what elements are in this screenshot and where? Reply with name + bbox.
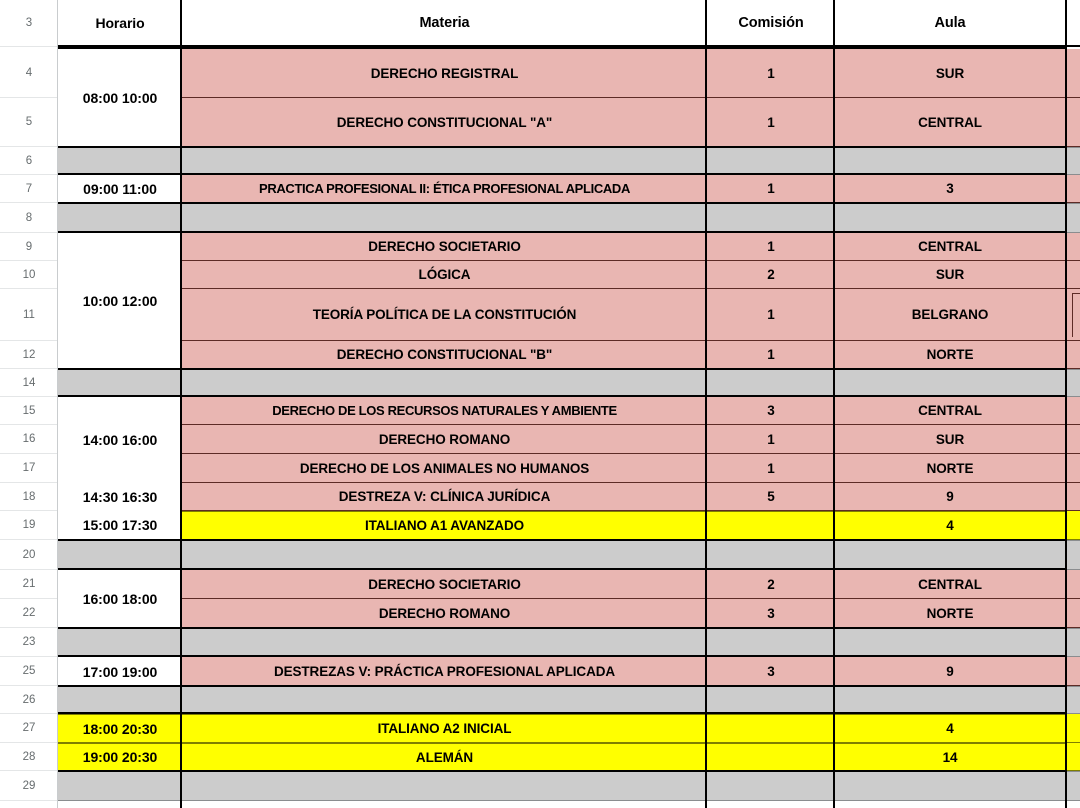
row-number-18[interactable]: 18 [0, 483, 58, 511]
spacer-cell-comision-row-8[interactable] [707, 203, 835, 233]
row-number-6[interactable]: 6 [0, 147, 58, 175]
hline-block-top-15 [58, 395, 1067, 397]
row-number-7[interactable]: 7 [0, 175, 58, 203]
cell-materia-row-12[interactable]: DERECHO CONSTITUCIONAL "B" [182, 341, 707, 369]
cell-aula-row-22[interactable]: NORTE [835, 599, 1065, 628]
row-number-23[interactable]: 23 [0, 628, 58, 657]
cell-aula-row-28[interactable]: 14 [835, 743, 1065, 771]
spacer-cell-horario-row-29[interactable] [58, 771, 182, 801]
row-number-16[interactable]: 16 [0, 425, 58, 454]
spacer-cell-comision-row-23[interactable] [707, 628, 835, 657]
hline-block-top-21 [58, 568, 1067, 570]
overflow-column-sliver-row-27[interactable] [1067, 714, 1080, 743]
cell-horario-row-19[interactable]: 15:00 17:30 [58, 511, 182, 540]
spacer-cell-aula-row-29[interactable] [835, 771, 1065, 801]
spacer-cell-materia-row-20[interactable] [182, 540, 707, 570]
cell-materia-row-22[interactable]: DERECHO ROMANO [182, 599, 707, 628]
cell-materia-row-27[interactable]: ITALIANO A2 INICIAL [182, 714, 707, 743]
spacer-cell-materia-row-23[interactable] [182, 628, 707, 657]
overflow-column-sliver-row-21[interactable] [1067, 570, 1080, 599]
overflow-column-sliver-row-14[interactable] [1067, 369, 1080, 397]
row-number-11[interactable]: 11 [0, 289, 58, 341]
overflow-column-sliver-row-9[interactable] [1067, 233, 1080, 261]
hline-block-top-27 [58, 712, 1067, 714]
cell-horario-row-7[interactable]: 09:00 11:00 [58, 175, 182, 203]
overflow-column-sliver-row-7[interactable] [1067, 175, 1080, 203]
cell-aula-row-12[interactable]: NORTE [835, 341, 1065, 369]
cell-aula-row-7[interactable]: 3 [835, 175, 1065, 203]
overflow-column-sliver-row-8[interactable] [1067, 203, 1080, 233]
cell-aula-row-10[interactable]: SUR [835, 261, 1065, 289]
cell-materia-row-4[interactable]: DERECHO REGISTRAL [182, 49, 707, 98]
cell-aula-row-18[interactable]: 9 [835, 483, 1065, 511]
hline-block-top-9 [58, 231, 1067, 233]
cell-comision-row-12[interactable]: 1 [707, 341, 835, 369]
spacer-cell-horario-row-6[interactable] [58, 147, 182, 175]
hline-block-bottom-5 [58, 146, 1067, 148]
hline-block-top-25 [58, 655, 1067, 657]
row-number-26[interactable]: 26 [0, 686, 58, 714]
cell-materia-row-18[interactable]: DESTREZA V: CLÍNICA JURÍDICA [182, 483, 707, 511]
overflow-column-sliver-row-10[interactable] [1067, 261, 1080, 289]
partial-cell-right-edge[interactable] [1072, 293, 1080, 337]
cell-materia-row-11[interactable]: TEORÍA POLÍTICA DE LA CONSTITUCIÓN [182, 289, 707, 341]
spacer-cell-materia-row-26[interactable] [182, 686, 707, 714]
cell-aula-row-11[interactable]: BELGRANO [835, 289, 1065, 341]
hline-block-bottom-22 [58, 627, 1067, 629]
hline-block-bottom-19 [58, 539, 1067, 541]
overflow-column-sliver-row-12[interactable] [1067, 341, 1080, 369]
cell-aula-row-5[interactable]: CENTRAL [835, 98, 1065, 147]
spacer-cell-materia-row-6[interactable] [182, 147, 707, 175]
cell-aula-row-17[interactable]: NORTE [835, 454, 1065, 483]
spacer-cell-aula-row-8[interactable] [835, 203, 1065, 233]
row-number-4[interactable]: 4 [0, 49, 58, 98]
cell-horario-row-18[interactable]: 14:30 16:30 [58, 483, 182, 511]
cell-horario-row-28[interactable]: 19:00 20:30 [58, 743, 182, 771]
spacer-cell-comision-row-6[interactable] [707, 147, 835, 175]
cell-horario-row-21[interactable]: 16:00 18:00 [58, 570, 182, 628]
cell-aula-row-27[interactable]: 4 [835, 714, 1065, 743]
spacer-cell-aula-row-6[interactable] [835, 147, 1065, 175]
cell-aula-row-25[interactable]: 9 [835, 657, 1065, 686]
spacer-cell-aula-row-14[interactable] [835, 369, 1065, 397]
spacer-cell-horario-row-20[interactable] [58, 540, 182, 570]
cell-aula-row-9[interactable]: CENTRAL [835, 233, 1065, 261]
cell-comision-row-28[interactable] [707, 743, 835, 771]
row-number-27[interactable]: 27 [0, 714, 58, 743]
overflow-column-sliver-row-29[interactable] [1067, 771, 1080, 801]
row-number-14[interactable]: 14 [0, 369, 58, 397]
overflow-column-sliver-row-17[interactable] [1067, 454, 1080, 483]
spacer-cell-horario-row-14[interactable] [58, 369, 182, 397]
cell-aula-row-16[interactable]: SUR [835, 425, 1065, 454]
cell-comision-row-7[interactable]: 1 [707, 175, 835, 203]
hline-block-top-4 [58, 47, 1067, 49]
row-number-29[interactable]: 29 [0, 771, 58, 801]
spacer-cell-comision-row-29[interactable] [707, 771, 835, 801]
cell-materia-row-15[interactable]: DERECHO DE LOS RECURSOS NATURALES Y AMBIENTE [182, 397, 707, 425]
overflow-column-sliver-row-26[interactable] [1067, 686, 1080, 714]
spacer-cell-aula-row-20[interactable] [835, 540, 1065, 570]
cell-materia-row-10[interactable]: LÓGICA [182, 261, 707, 289]
hline-block-top-7 [58, 173, 1067, 175]
cell-aula-row-19[interactable]: 4 [835, 511, 1065, 540]
overflow-column-sliver-row-5[interactable] [1067, 98, 1080, 147]
row-number-3[interactable]: 3 [0, 0, 58, 47]
overflow-column-sliver-row-20[interactable] [1067, 540, 1080, 570]
row-number-17[interactable]: 17 [0, 454, 58, 483]
spacer-cell-aula-row-26[interactable] [835, 686, 1065, 714]
overflow-column-sliver-row-3[interactable] [1067, 0, 1080, 47]
row-number-20[interactable]: 20 [0, 540, 58, 570]
row-number-25[interactable]: 25 [0, 657, 58, 686]
overflow-column-sliver-row-18[interactable] [1067, 483, 1080, 511]
overflow-column-sliver-row-19[interactable] [1067, 511, 1080, 540]
row-number-21[interactable]: 21 [0, 570, 58, 599]
row-number-9[interactable]: 9 [0, 233, 58, 261]
cell-comision-row-17[interactable]: 1 [707, 454, 835, 483]
overflow-column-sliver-row-4[interactable] [1067, 49, 1080, 98]
spacer-cell-aula-row-23[interactable] [835, 628, 1065, 657]
cell-horario-row-25[interactable]: 17:00 19:00 [58, 657, 182, 686]
hline-block-bottom-28 [58, 770, 1067, 772]
overflow-column-sliver-row-28[interactable] [1067, 743, 1080, 771]
row-number-5[interactable]: 5 [0, 98, 58, 147]
overflow-column-sliver-row-16[interactable] [1067, 425, 1080, 454]
cell-horario-row-4[interactable]: 08:00 10:00 [58, 49, 182, 147]
row-number-22[interactable]: 22 [0, 599, 58, 628]
cell-aula-row-15[interactable]: CENTRAL [835, 397, 1065, 425]
overflow-column-sliver-row-25[interactable] [1067, 657, 1080, 686]
hline-block-bottom-12 [58, 368, 1067, 370]
cell-materia-row-28[interactable]: ALEMÁN [182, 743, 707, 771]
cell-horario-row-15[interactable]: 14:00 16:00 [58, 397, 182, 483]
cell-comision-row-25[interactable]: 3 [707, 657, 835, 686]
column-header-aula[interactable]: Aula [835, 0, 1065, 47]
overflow-column-sliver-row-6[interactable] [1067, 147, 1080, 175]
spacer-cell-materia-row-29[interactable] [182, 771, 707, 801]
spacer-cell-horario-row-8[interactable] [58, 203, 182, 233]
cell-comision-row-4[interactable]: 1 [707, 49, 835, 98]
row-number-19[interactable]: 19 [0, 511, 58, 540]
cell-horario-row-27[interactable]: 18:00 20:30 [58, 714, 182, 743]
spacer-cell-horario-row-26[interactable] [58, 686, 182, 714]
spacer-cell-materia-row-14[interactable] [182, 369, 707, 397]
column-header-materia[interactable]: Materia [182, 0, 707, 47]
cell-comision-row-10[interactable]: 2 [707, 261, 835, 289]
cell-comision-row-18[interactable]: 5 [707, 483, 835, 511]
row-number-12[interactable]: 12 [0, 341, 58, 369]
cell-materia-row-5[interactable]: DERECHO CONSTITUCIONAL "A" [182, 98, 707, 147]
cell-materia-row-17[interactable]: DERECHO DE LOS ANIMALES NO HUMANOS [182, 454, 707, 483]
overflow-column-sliver-row-15[interactable] [1067, 397, 1080, 425]
cell-comision-row-27[interactable] [707, 714, 835, 743]
cell-comision-row-9[interactable]: 1 [707, 233, 835, 261]
cell-comision-row-21[interactable]: 2 [707, 570, 835, 599]
cell-aula-row-4[interactable]: SUR [835, 49, 1065, 98]
row-number-8[interactable]: 8 [0, 203, 58, 233]
hline-block-bottom-7 [58, 202, 1067, 204]
cell-comision-row-15[interactable]: 3 [707, 397, 835, 425]
cell-horario-row-9[interactable]: 10:00 12:00 [58, 233, 182, 369]
row-number-28[interactable]: 28 [0, 743, 58, 771]
column-header-horario[interactable]: Horario [58, 0, 182, 47]
cell-aula-row-21[interactable]: CENTRAL [835, 570, 1065, 599]
row-number-15[interactable]: 15 [0, 397, 58, 425]
spacer-cell-comision-row-20[interactable] [707, 540, 835, 570]
cell-materia-row-9[interactable]: DERECHO SOCIETARIO [182, 233, 707, 261]
cell-materia-row-7[interactable]: PRACTICA PROFESIONAL II: ÉTICA PROFESIONAL APLICADA [182, 175, 707, 203]
spacer-cell-comision-row-14[interactable] [707, 369, 835, 397]
cell-materia-row-25[interactable]: DESTREZAS V: PRÁCTICA PROFESIONAL APLICADA [182, 657, 707, 686]
cell-comision-row-22[interactable]: 3 [707, 599, 835, 628]
cell-comision-row-19[interactable] [707, 511, 835, 540]
cell-materia-row-16[interactable]: DERECHO ROMANO [182, 425, 707, 454]
cell-comision-row-11[interactable]: 1 [707, 289, 835, 341]
cell-comision-row-16[interactable]: 1 [707, 425, 835, 454]
spacer-cell-comision-row-26[interactable] [707, 686, 835, 714]
overflow-column-sliver-row-23[interactable] [1067, 628, 1080, 657]
spacer-cell-materia-row-8[interactable] [182, 203, 707, 233]
spacer-cell-horario-row-23[interactable] [58, 628, 182, 657]
hline-block-bottom-25 [58, 685, 1067, 687]
column-header-comision[interactable]: Comisión [707, 0, 835, 47]
cell-comision-row-5[interactable]: 1 [707, 98, 835, 147]
cell-materia-row-19[interactable]: ITALIANO A1 AVANZADO [182, 511, 707, 540]
row-number-10[interactable]: 10 [0, 261, 58, 289]
overflow-column-sliver-row-22[interactable] [1067, 599, 1080, 628]
cell-materia-row-21[interactable]: DERECHO SOCIETARIO [182, 570, 707, 599]
